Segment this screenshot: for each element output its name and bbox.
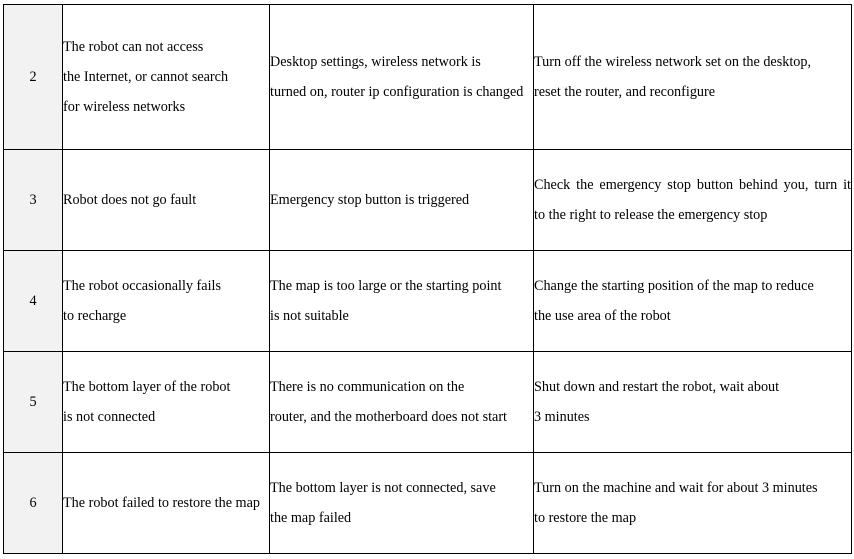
problem-line: is not connected <box>63 409 156 425</box>
table-row <box>4 453 852 554</box>
cause-cell <box>270 453 534 554</box>
solution-line: reset the router, and reconfigure <box>534 84 716 100</box>
row-number: 4 <box>4 251 63 352</box>
problem-cell <box>63 453 270 554</box>
solution-line: the use area of the robot <box>534 308 671 324</box>
cause-line: The bottom layer is not connected, save <box>270 480 496 496</box>
problem-line: The robot occasionally fails <box>63 278 221 294</box>
problem-line: The robot can not access <box>63 39 204 55</box>
solution-cell <box>534 5 852 150</box>
cause-line: There is no communication on the <box>270 379 465 395</box>
row-number: 2 <box>4 5 63 150</box>
problem-line: Robot does not go fault <box>63 192 197 208</box>
solution-cell <box>534 352 852 453</box>
problem-line: for wireless networks <box>63 99 186 115</box>
problem-line: to recharge <box>63 308 127 324</box>
solution-line: 3 minutes <box>534 409 590 425</box>
cause-line: the map failed <box>270 510 352 526</box>
solution-line: Turn on the machine and wait for about 3 minutes <box>534 480 818 496</box>
solution-cell <box>534 251 852 352</box>
problem-cell <box>63 251 270 352</box>
solution-line: to restore the map <box>534 510 637 526</box>
cause-cell <box>270 5 534 150</box>
problem-cell <box>63 352 270 453</box>
solution-line: to the right to release the emergency stop <box>534 207 768 223</box>
cause-line: The map is too large or the starting point <box>270 278 502 294</box>
solution-cell <box>534 150 852 251</box>
cause-line: turned on, router ip configuration is changed <box>270 84 524 100</box>
cause-line: Desktop settings, wireless network is <box>270 54 481 70</box>
table-row <box>4 5 852 150</box>
solution-line: Shut down and restart the robot, wait about <box>534 379 780 395</box>
table-row <box>4 251 852 352</box>
row-number: 5 <box>4 352 63 453</box>
cause-cell <box>270 150 534 251</box>
cause-line: Emergency stop button is triggered <box>270 192 470 208</box>
cause-line: router, and the motherboard does not start <box>270 409 508 425</box>
table-row <box>4 150 852 251</box>
cause-cell <box>270 251 534 352</box>
cause-cell <box>270 352 534 453</box>
problem-line: The robot failed to restore the map <box>63 495 260 511</box>
problem-line: The bottom layer of the robot <box>63 379 231 395</box>
problem-cell <box>63 5 270 150</box>
problem-line: the Internet, or cannot search <box>63 69 229 85</box>
cause-line: is not suitable <box>270 308 349 324</box>
solution-line: Turn off the wireless network set on the desktop, <box>534 54 812 70</box>
table-row <box>4 352 852 453</box>
problem-cell <box>63 150 270 251</box>
solution-line: Check the emergency stop button behind you, turn it <box>534 177 851 193</box>
row-number: 3 <box>4 150 63 251</box>
row-number: 6 <box>4 453 63 554</box>
solution-line: Change the starting position of the map to reduce <box>534 278 814 294</box>
troubleshooting-table <box>3 4 852 554</box>
solution-cell <box>534 453 852 554</box>
